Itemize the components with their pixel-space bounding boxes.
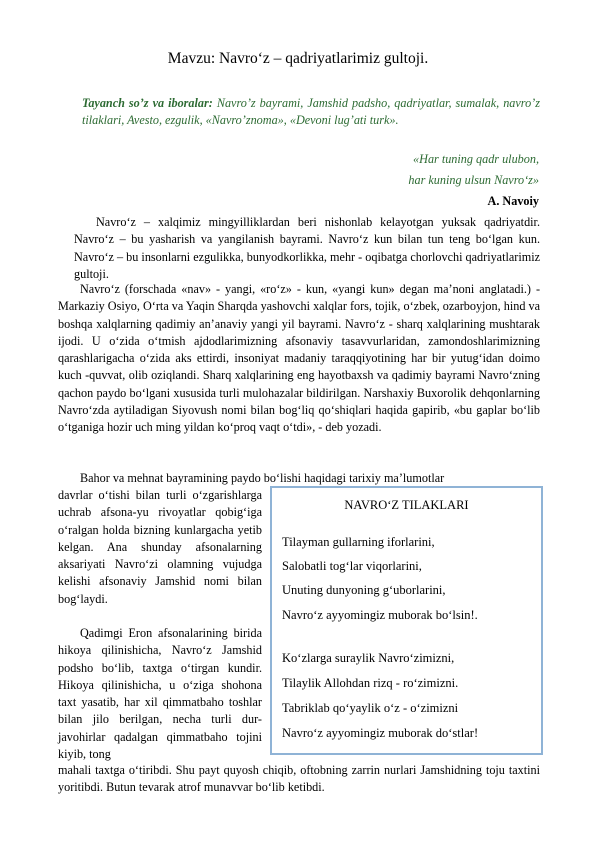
box-line: Unuting dunyoning g‘uborlarini,	[282, 583, 446, 597]
box-line: Ko‘zlarga suraylik Navro‘zimizni,	[282, 651, 455, 665]
epigraph-author: A. Navoiy	[487, 194, 539, 208]
paragraph-etymology: Navro‘z (forschada «nav» - yangi, «ro‘z» - kun, «yangi kun» degan ma’noni anglatadi.) - Markaziy Osiyo, O‘rta va Yaqin Sharqda yashovchi xalqlar fors, tojik, o‘zbek, ozarboyjon, hind va boshqa xalqlarning qadimiy an’anaviy yangi yil bayrami. Navro‘z - sharq xalqlarining mushtarak ijodi. U o‘zida o‘tmish ajdodlarimizning afsonaviy tasavvurlaridan, zamondoshlarimizning qarashlarigacha o‘zida aks ettirdi, insoniyat madaniy taraqqiyotining har bir yutug‘idan doimo kuch -quvvat, olib oziqlandi. Sharq xalqlarining eng hayotbaxsh va qadimiy bayrami Navro‘zning qachon paydo bo‘lgani xususida turli mulohazalar bildirilgan. Narshaxiy Buxorolik dehqonlarning Navro‘zda aytiladigan Siyovush nomi bilan bog‘liq qo‘shiqlari haqida gapirib, «bu gaplar bo‘lib o‘tganiga hozir uch ming yildan ko‘proq vaqt o‘tdi», - deb yozadi.	[58, 282, 540, 435]
box-line: Tabriklab qo‘yaylik o‘z - o‘zimizni	[282, 701, 459, 715]
box-line: Navro‘z ayyomingiz muborak do‘stlar!	[282, 726, 479, 740]
keywords-block	[82, 95, 540, 129]
box-line: Navro‘z ayyomingiz muborak bo‘lsin!.	[282, 608, 478, 622]
keywords-text: Navro’z bayrami, Jamshid padsho, qadriyatlar, sumalak, navro’z tilaklari, Avesto, ezgulik, «Navro’znoma», «Devoni lug’ati turk».	[82, 96, 540, 127]
epigraph-line-2: har kuning ulsun Navro‘z»	[408, 173, 539, 187]
box-line: Tilayman gullarning iforlarini,	[282, 535, 435, 549]
epigraph-line-1: «Har tuning qadr ulubon,	[413, 152, 539, 166]
paragraph-bottom: mahali taxtga o‘tiribdi. Shu payt quyosh chiqib, oftobning zarrin nurlari Jamshidning toju taxtini yoritibdi. Butun tevarak atrof munavvar bo‘lib ketibdi.	[58, 763, 540, 795]
navruz-wishes-box	[270, 486, 543, 755]
column-paragraph-jamshid: Qadimgi Eron afsonalarining birida hikoya qilinishicha, Navro‘z Jamshid podsho bo‘lib, taxtga o‘tirgan kundir. Hikoya qilinishicha, u o‘ziga shohona taxt yasatib, har xil qimmatbaho toshlar bilan jilo berilgan, necha turli dur-javohirlar qadalgan qimmatbaho tojini kiyib, tong	[58, 626, 262, 762]
paragraph-history-start: Bahor va mehnat bayramining paydo bo‘lishi haqidagi tarixiy ma’lumotlar	[80, 471, 445, 485]
box-title: NAVRO‘Z TILAKLARI	[344, 498, 469, 512]
box-line: Salobatli tog‘lar viqorlarini,	[282, 559, 422, 573]
box-line: Tilaylik Allohdan rizq - ro‘zimizni.	[282, 676, 459, 690]
column-paragraph-legends: davrlar o‘tishi bilan turli o‘zgarishlarga uchrab afsona-yu rivoyatlar qobig‘iga o‘ralgan holda bizning kunlargacha yetib kelgan. Ana shunday afsonalarning aksariyati Navro‘zi olamning vujudga kelishi afsonaviy Jamshid nomi bilan bog‘laydi.	[58, 488, 262, 606]
page-title: Mavzu: Navro‘z – qadriyatlarimiz gultoji.	[167, 50, 429, 67]
paragraph-intro: Navro‘z – xalqimiz mingyilliklardan beri nishonlab kelayotgan yuksak qadriyatdir. Navro‘z – bu yasharish va yangilanish bayrami. Navro‘z kun bilan tun teng bo‘lgan kun. Navro‘z – bu insonlarni ezgulikka, bunyodkorlikka, mehr - oqibatga chorlovchi qadriyatlarimiz gultoji.	[74, 215, 540, 281]
keywords-label: Tayanch so’z va iboralar:	[82, 96, 213, 110]
